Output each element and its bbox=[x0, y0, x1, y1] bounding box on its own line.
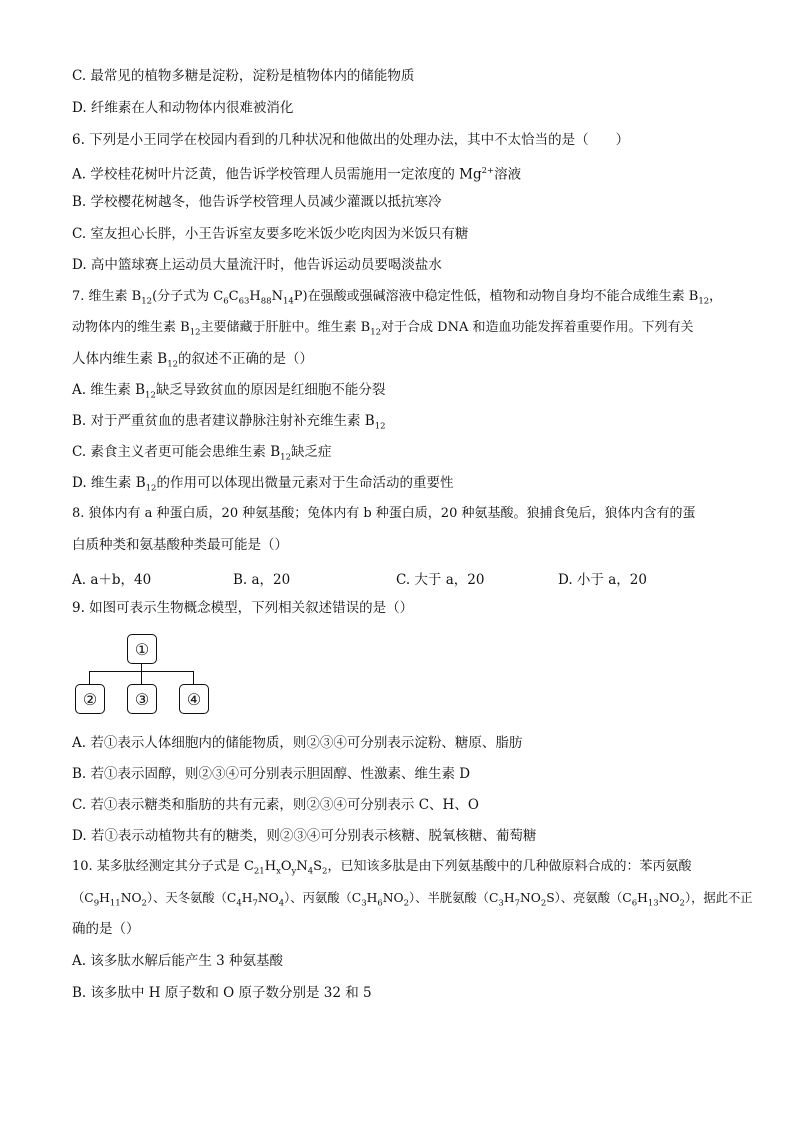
q10-option-b: B. 该多肽中 H 原子数和 O 原子数分别是 32 和 5 bbox=[72, 985, 372, 1001]
q10-stem-line2: $(C_9H_{11}NO_2)$、天冬氨酸$(C_4H_7NO_4)$、丙氨酸$(C_3H_6NO_2)$、半胱氨酸$(C_3H_7NO_2S)$、亮氨酸$(C_6H_{13}NO_2)$，据此不正 bbox=[72, 891, 753, 909]
q6-stem: 6. 下列是小王同学在校园内看到的几种状况和他做出的处理办法，其中不太恰当的是（ ） bbox=[72, 132, 630, 148]
q7-stem-line3: 人体内维生素 $B_{12}$的叙述不正确的是（） bbox=[72, 351, 314, 370]
q7-stem-line1: 7. 维生素 $B_{12}$(分子式为 $C_6C_{63}H_{88}N_{14}P$)在强酸或强碱溶液中稳定性低，植物和动物自身均不能合成维生素 $B_{12}$， bbox=[72, 289, 723, 307]
q10-stem-line1: 10. 某多肽经测定其分子式是 $C_{21}H_xO_yN_4S_2$，已知该多肽是由下列氨基酸中的几种做原料合成的：苯丙氨酸 bbox=[72, 859, 692, 877]
diagram-stem-line bbox=[141, 664, 142, 671]
diagram-left-drop bbox=[89, 671, 90, 684]
q6-option-a: A. 学校桂花树叶片泛黄，他告诉学校管理人员需施用一定浓度的 $Mg^{2+}$溶液 bbox=[72, 166, 522, 183]
q9-option-d: D. 若①表示动植物共有的糖类，则②③④可分别表示核糖、脱氧核糖、葡萄糖 bbox=[72, 828, 537, 844]
q7-option-c: C. 素食主义者更可能会患维生素 $B_{12}$缺乏症 bbox=[72, 444, 332, 463]
q9-option-c: C. 若①表示糖类和脂肪的共有元素，则②③④可分别表示 C、H、O bbox=[72, 797, 479, 813]
diagram-box-3: ③ bbox=[127, 684, 157, 714]
q5-option-c: C. 最常见的植物多糖是淀粉，淀粉是植物体内的储能物质 bbox=[72, 68, 415, 84]
q10-option-a: A. 该多肽水解后能产生 3 种氨基酸 bbox=[72, 953, 284, 969]
q8-option-b: B. a，20 bbox=[233, 572, 291, 588]
q9-option-a: A. 若①表示人体细胞内的储能物质，则②③④可分别表示淀粉、糖原、脂肪 bbox=[72, 735, 523, 751]
q7-option-d: D. 维生素 $B_{12}$的作用可以体现出微量元素对于生命活动的重要性 bbox=[72, 475, 454, 494]
diagram-box-4: ④ bbox=[179, 684, 209, 714]
q8-option-c: C. 大于 a，20 bbox=[396, 572, 485, 588]
q9-option-b: B. 若①表示固醇，则②③④可分别表示胆固醇、性激素、维生素 D bbox=[72, 766, 471, 782]
q8-option-d: D. 小于 a，20 bbox=[558, 572, 647, 588]
q8-option-a: A. a＋b，40 bbox=[72, 572, 152, 588]
q6-option-b: B. 学校樱花树越冬，他告诉学校管理人员减少灌溉以抵抗寒冷 bbox=[72, 194, 442, 210]
diagram-box-2: ② bbox=[75, 684, 105, 714]
q7-option-a: A. 维生素 $B_{12}$缺乏导致贫血的原因是红细胞不能分裂 bbox=[72, 382, 386, 401]
q8-stem-line1: 8. 狼体内有 a 种蛋白质，20 种氨基酸；兔体内有 b 种蛋白质，20 种氨基酸。狼捕食兔后，狼体内含有的蛋 bbox=[72, 506, 696, 521]
diagram-box-1: ① bbox=[127, 634, 157, 664]
q5-option-d: D. 纤维素在人和动物体内很难被消化 bbox=[72, 100, 294, 116]
q6-option-c: C. 室友担心长胖，小王告诉室友要多吃米饭少吃肉因为米饭只有糖 bbox=[72, 226, 469, 242]
q6-option-d: D. 高中篮球赛上运动员大量流汗时，他告诉运动员要喝淡盐水 bbox=[72, 257, 442, 273]
q7-option-b: B. 对于严重贫血的患者建议静脉注射补充维生素 $B_{12}$ bbox=[72, 413, 386, 432]
diagram-middle-drop bbox=[141, 671, 142, 684]
q7-stem-line2: 动物体内的维生素 $B_{12}$主要储藏于肝脏中。维生素 $B_{12}$对于合成 DNA 和造血功能发挥着重要作用。下列有关 bbox=[72, 320, 694, 338]
q8-stem-line2: 白质种类和氨基酸种类最可能是（） bbox=[72, 537, 288, 553]
q10-stem-line3: 确的是（） bbox=[72, 921, 140, 937]
q9-stem: 9. 如图可表示生物概念模型，下列相关叙述错误的是（） bbox=[72, 600, 414, 616]
diagram-right-drop bbox=[193, 671, 194, 684]
